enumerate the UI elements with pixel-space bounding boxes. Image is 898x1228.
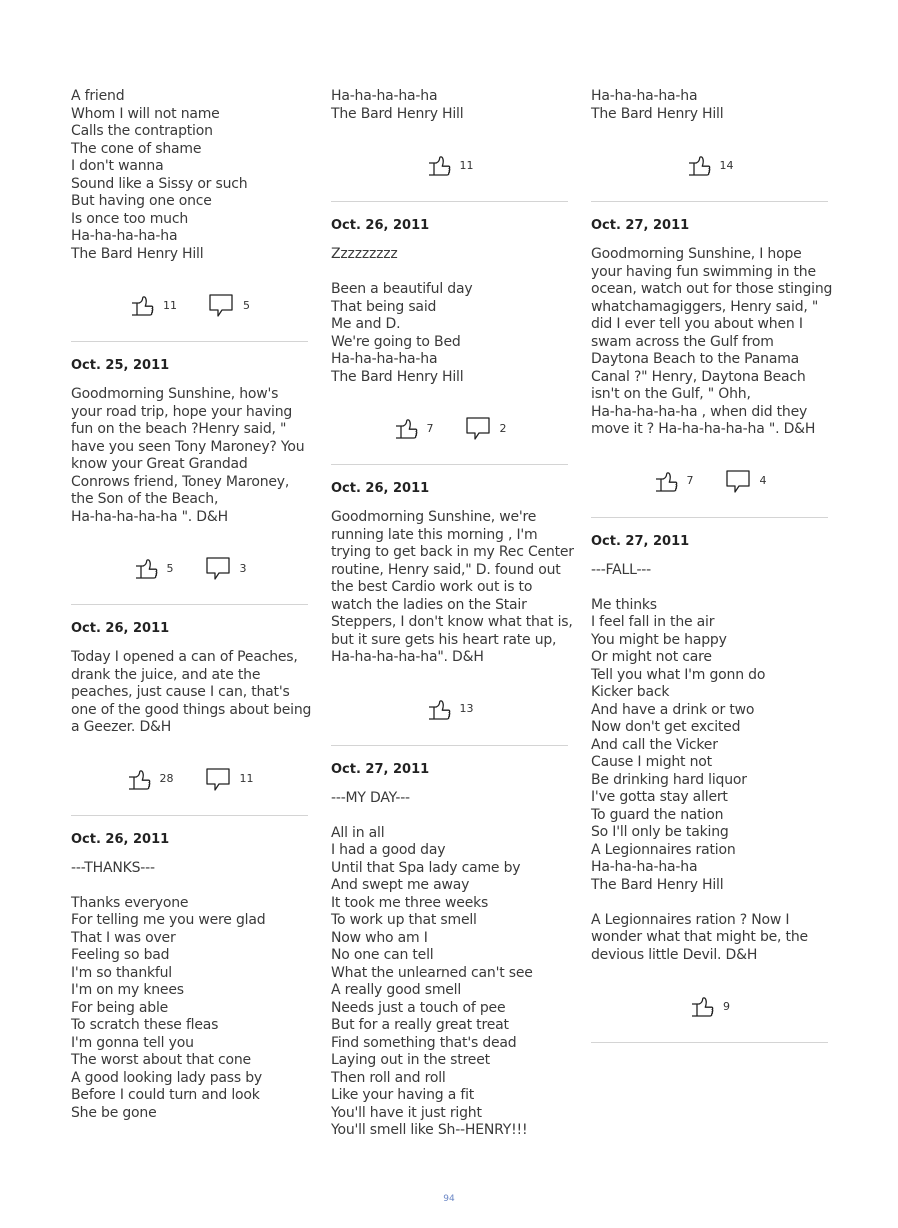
post-body <box>71 860 308 1123</box>
paragraph <box>591 912 828 965</box>
post-body <box>71 386 308 526</box>
thumbs-up-icon <box>129 292 155 318</box>
comment-bubble-icon <box>464 415 492 441</box>
text-line: ---MY DAY--- <box>331 789 410 806</box>
text-line: Feeling so bad <box>71 947 170 963</box>
comment-bubble-icon <box>207 292 235 318</box>
post-body <box>331 790 568 1140</box>
text-line: To scratch these fleas <box>71 1017 219 1033</box>
text-line: Ha-ha-ha-ha-ha ". D&H <box>71 508 228 525</box>
text-line: And have a drink or two <box>591 701 755 718</box>
text-line: Been a beautiful day <box>331 281 473 297</box>
text-line: To guard the nation <box>591 806 724 823</box>
text-line: I'm so thankful <box>71 964 172 981</box>
text-line: a Geezer. D&H <box>71 719 172 735</box>
post-date: Oct. 26, 2011 <box>331 218 430 233</box>
text-line: Steppers, I don't know what that is, <box>331 614 573 630</box>
post-body <box>71 649 312 737</box>
post <box>331 760 568 1140</box>
comment-button[interactable] <box>464 415 507 441</box>
reactions-bar <box>591 129 828 202</box>
like-count: 9 <box>723 999 730 1013</box>
paragraph <box>591 562 828 580</box>
text-line: A Legionnaires ration <box>591 841 736 858</box>
text-line: Today I opened a can of Peaches, <box>71 649 298 665</box>
text-line: Ha-ha-ha-ha-ha <box>591 88 698 104</box>
text-line: Canal ?" Henry, Daytona Beach <box>591 368 806 385</box>
text-line: I've gotta stay allert <box>591 789 728 805</box>
text-line: The cone of shame <box>71 140 202 157</box>
post-body <box>591 246 833 439</box>
post <box>591 88 828 202</box>
text-line: What the unlearned can't see <box>331 964 533 981</box>
text-line: No one can tell <box>331 947 434 963</box>
text-line: swam across the Gulf from <box>591 333 774 350</box>
text-line: You'll have it just right <box>331 1104 482 1121</box>
text-line: The worst about that cone <box>71 1052 251 1068</box>
text-line: wonder what that might be, the <box>591 929 808 945</box>
text-line: But having one once <box>71 193 212 209</box>
text-line: I'm on my knees <box>71 982 184 998</box>
like-count: 28 <box>159 772 174 785</box>
text-line: And call the Vicker <box>591 736 718 753</box>
paragraph <box>331 509 574 667</box>
like-button[interactable] <box>426 152 474 178</box>
post <box>331 479 574 746</box>
paragraph <box>331 825 568 1140</box>
paragraph <box>591 246 833 439</box>
post-date: Oct. 26, 2011 <box>71 621 170 636</box>
text-line: A friend <box>71 88 125 104</box>
comment-count: 4 <box>759 474 767 487</box>
text-line: A Legionnaires ration ? Now I <box>591 911 790 928</box>
text-line: routine, Henry said," D. found out <box>331 561 561 578</box>
post <box>71 88 308 342</box>
text-line: Cause I might not <box>591 754 712 770</box>
text-line: running late this morning , I'm <box>331 526 538 543</box>
paragraph <box>331 88 568 123</box>
thumbs-up-icon <box>686 152 712 178</box>
text-line: So I'll only be taking <box>591 824 729 840</box>
comment-count: 5 <box>243 298 250 312</box>
text-line: Now don't get excited <box>591 719 741 735</box>
like-count: 5 <box>166 561 174 575</box>
like-count: 11 <box>163 298 177 312</box>
paragraph <box>591 597 828 895</box>
text-line: The Bard Henry Hill <box>71 245 204 262</box>
reactions-bar <box>591 445 828 518</box>
text-line: Tell you what I'm gonn do <box>591 666 766 683</box>
text-line: That being said <box>331 298 437 315</box>
post-body <box>591 562 828 965</box>
post-body <box>331 246 568 386</box>
text-line: Me thinks <box>591 596 657 613</box>
reactions-bar <box>71 269 308 342</box>
paragraph <box>71 649 312 737</box>
page-number: 94 <box>443 1194 455 1204</box>
text-line: ---THANKS--- <box>71 859 155 876</box>
column-3 <box>591 88 833 1043</box>
text-line: Needs just a touch of pee <box>331 999 506 1016</box>
text-line: I feel fall in the air <box>591 614 715 630</box>
text-line: ocean, watch out for those stinging <box>591 281 833 297</box>
text-line: For being able <box>71 999 169 1016</box>
text-line: Ha-ha-ha-ha-ha". D&H <box>331 649 484 665</box>
text-line: We're going to Bed <box>331 333 461 350</box>
text-line: I don't wanna <box>71 158 164 174</box>
post <box>71 619 312 816</box>
like-button[interactable] <box>126 766 174 792</box>
text-line: The Bard Henry Hill <box>331 368 464 385</box>
post <box>591 216 833 518</box>
text-line: The Bard Henry Hill <box>591 876 724 893</box>
reactions-bar <box>331 392 568 465</box>
paragraph <box>71 386 308 526</box>
text-line: Calls the contraption <box>71 123 213 139</box>
thumbs-up-icon <box>393 415 419 441</box>
post-date: Oct. 27, 2011 <box>591 218 690 233</box>
comment-count: 2 <box>499 421 507 435</box>
text-line: did I ever tell you about when I <box>591 316 803 332</box>
text-line: have you seen Tony Maroney? You <box>71 438 305 455</box>
comment-button[interactable] <box>204 766 254 792</box>
thumbs-up-icon <box>689 993 715 1019</box>
text-line: drank the juice, and ate the <box>71 666 261 683</box>
text-line: Before I could turn and look <box>71 1087 260 1103</box>
post <box>331 216 568 465</box>
text-line: But for a really great treat <box>331 1017 509 1033</box>
thumbs-up-icon <box>426 696 452 722</box>
post-body <box>331 509 574 667</box>
text-line: Ha-ha-ha-ha-ha <box>331 88 438 104</box>
text-line: whatchamagiggers, Henry said, " <box>591 298 819 315</box>
text-line: Thanks everyone <box>71 894 189 911</box>
text-line: Is once too much <box>71 210 189 227</box>
text-line: Sound like a Sissy or such <box>71 175 248 192</box>
text-line: Whom I will not name <box>71 105 220 122</box>
text-line: know your Great Grandad <box>71 456 248 472</box>
text-line: I had a good day <box>331 842 446 858</box>
post-date: Oct. 26, 2011 <box>331 481 430 496</box>
text-line: the Son of the Beach, <box>71 491 219 507</box>
text-line: Until that Spa lady came by <box>331 859 521 876</box>
like-button[interactable] <box>686 152 734 178</box>
text-line: Ha-ha-ha-ha-ha <box>331 351 438 367</box>
comment-button[interactable] <box>207 292 250 318</box>
post-body <box>331 88 568 123</box>
comment-button[interactable] <box>724 468 767 494</box>
text-line: Be drinking hard liquor <box>591 771 747 788</box>
text-line: your having fun swimming in the <box>591 263 816 280</box>
like-button[interactable] <box>133 555 174 581</box>
column-1 <box>71 88 312 1122</box>
like-count: 11 <box>459 158 474 172</box>
reactions-bar <box>71 532 308 605</box>
like-button[interactable] <box>393 415 434 441</box>
text-line: the best Cardio work out is to <box>331 579 533 595</box>
comment-count: 11 <box>239 772 254 785</box>
post <box>331 88 568 202</box>
like-count: 7 <box>686 474 694 487</box>
text-line: Me and D. <box>331 316 401 332</box>
text-line: your road trip, hope your having <box>71 403 293 420</box>
text-line: You might be happy <box>591 631 727 648</box>
text-line: The Bard Henry Hill <box>331 105 464 122</box>
like-button[interactable] <box>689 993 730 1019</box>
text-line: Ha-ha-ha-ha-ha , when did they <box>591 403 808 420</box>
comment-bubble-icon <box>724 468 752 494</box>
paragraph <box>71 88 308 263</box>
text-line: but it sure gets his heart rate up, <box>331 631 557 648</box>
text-line: For telling me you were glad <box>71 912 266 928</box>
reactions-bar <box>71 743 308 816</box>
text-line: To work up that smell <box>331 912 477 928</box>
text-line: trying to get back in my Rec Center <box>331 544 574 560</box>
text-line: move it ? Ha-ha-ha-ha-ha ". D&H <box>591 421 816 437</box>
text-line: Goodmorning Sunshine, how's <box>71 386 279 402</box>
comment-bubble-icon <box>204 555 232 581</box>
text-line: fun on the beach ?Henry said, " <box>71 421 287 437</box>
text-line: devious little Devil. D&H <box>591 946 758 963</box>
paragraph <box>331 790 568 808</box>
text-line: Goodmorning Sunshine, we're <box>331 509 537 525</box>
text-line: And swept me away <box>331 877 470 893</box>
paragraph <box>591 88 828 123</box>
text-line: watch the ladies on the Stair <box>331 596 527 613</box>
post-date: Oct. 27, 2011 <box>591 533 690 549</box>
text-line: one of the good things about being <box>71 701 312 718</box>
thumbs-up-icon <box>126 766 152 792</box>
like-button[interactable] <box>653 468 694 494</box>
text-line: Kicker back <box>591 684 670 700</box>
paragraph <box>331 281 568 386</box>
like-button[interactable] <box>426 696 474 722</box>
text-line: Or might not care <box>591 649 712 665</box>
like-count: 13 <box>459 702 474 715</box>
text-line: Laying out in the street <box>331 1052 490 1068</box>
text-line: isn't on the Gulf, " Ohh, <box>591 386 751 402</box>
text-line: Like your having a fit <box>331 1087 475 1103</box>
reactions-bar <box>331 129 568 202</box>
text-line: Now who am I <box>331 929 428 946</box>
text-line: She be gone <box>71 1104 157 1121</box>
text-line: A really good smell <box>331 982 462 998</box>
text-line: ---FALL--- <box>591 561 652 578</box>
text-line: Goodmorning Sunshine, I hope <box>591 246 802 262</box>
text-line: Then roll and roll <box>331 1069 446 1086</box>
text-line: A good looking lady pass by <box>71 1069 262 1086</box>
text-line: Daytona Beach to the Panama <box>591 351 800 367</box>
like-count: 7 <box>426 421 434 435</box>
post-body <box>71 88 308 263</box>
text-line: Conrows friend, Toney Maroney, <box>71 473 290 490</box>
comment-button[interactable] <box>204 555 247 581</box>
like-button[interactable] <box>129 292 177 318</box>
text-line: All in all <box>331 824 385 841</box>
thumbs-up-icon <box>653 468 679 494</box>
text-line: Ha-ha-ha-ha-ha <box>591 859 698 875</box>
text-line: It took me three weeks <box>331 894 489 911</box>
post-date: Oct. 25, 2011 <box>71 358 170 373</box>
post-date: Oct. 27, 2011 <box>331 761 430 777</box>
post <box>71 356 308 605</box>
text-line: Ha-ha-ha-ha-ha <box>71 228 178 244</box>
post <box>71 830 308 1123</box>
thumbs-up-icon <box>426 152 452 178</box>
text-line: The Bard Henry Hill <box>591 105 724 122</box>
text-line: I'm gonna tell you <box>71 1034 194 1051</box>
paragraph <box>71 860 308 878</box>
post-date: Oct. 26, 2011 <box>71 831 170 847</box>
like-count: 14 <box>719 158 734 172</box>
post-body <box>591 88 828 123</box>
paragraph <box>331 246 568 264</box>
paragraph <box>71 895 308 1123</box>
thumbs-up-icon <box>133 555 159 581</box>
reactions-bar <box>591 970 828 1043</box>
reactions-bar <box>331 673 568 746</box>
comment-bubble-icon <box>204 766 232 792</box>
text-line: That I was over <box>71 929 176 946</box>
text-line: Zzzzzzzzz <box>331 246 398 262</box>
text-line: peaches, just cause I can, that's <box>71 684 290 700</box>
post <box>591 532 828 1044</box>
text-line: You'll smell like Sh--HENRY!!! <box>331 1122 528 1138</box>
comment-count: 3 <box>239 561 247 575</box>
column-2 <box>331 88 574 1140</box>
text-line: Find something that's dead <box>331 1034 517 1051</box>
